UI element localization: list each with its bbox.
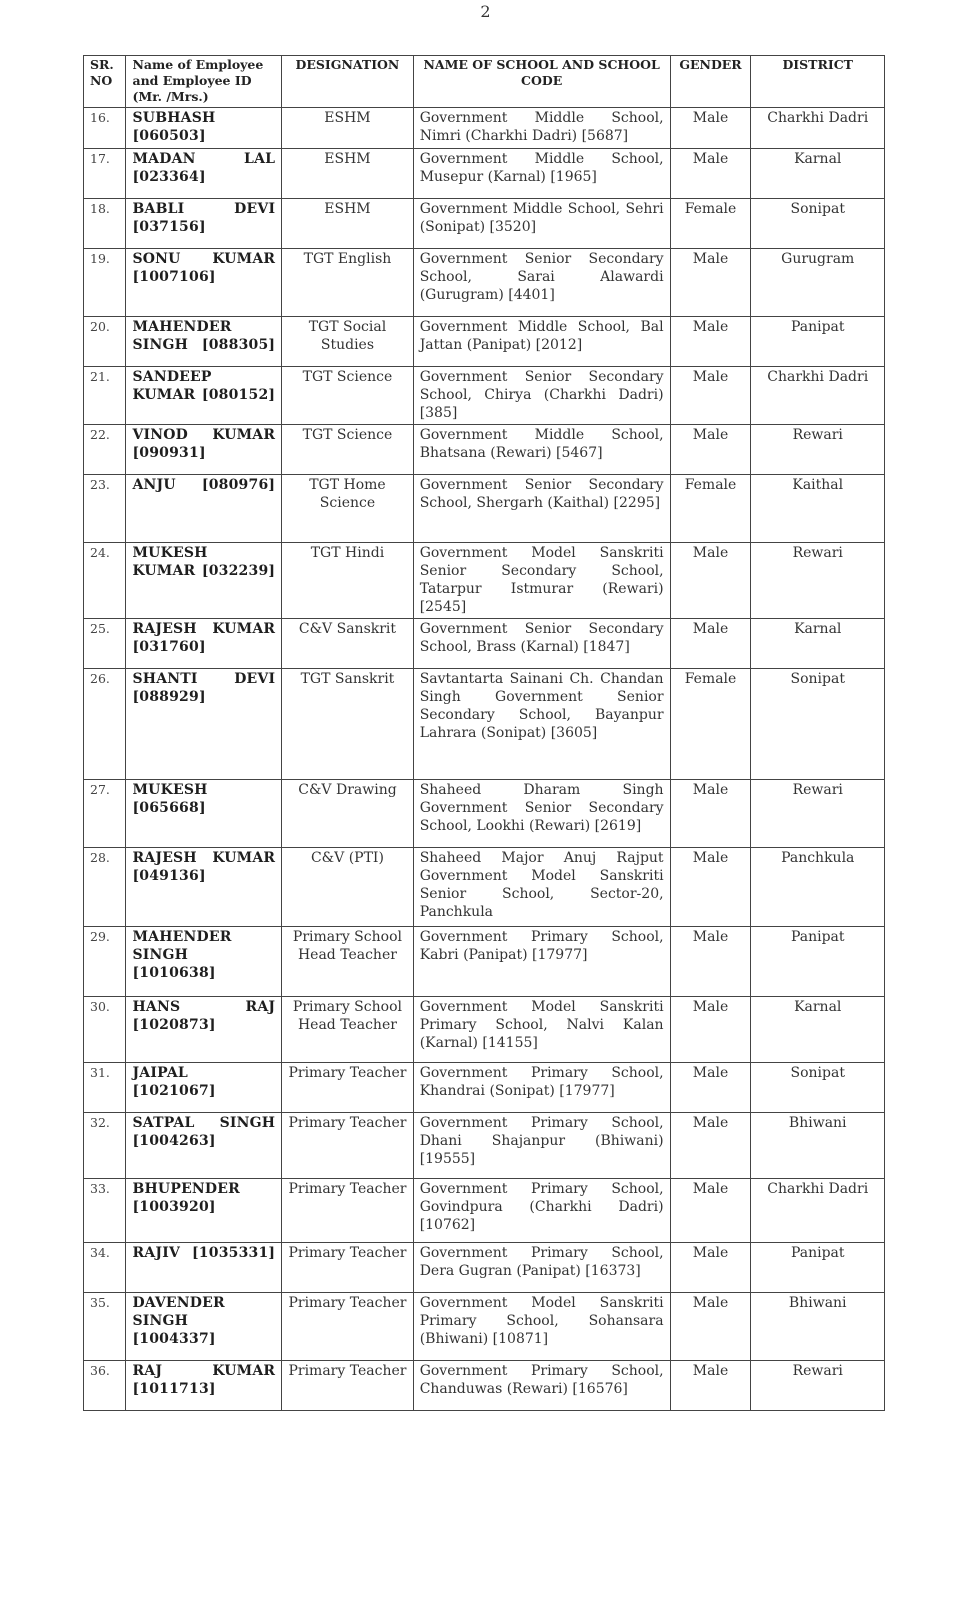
cell-school: Government Model Sanskriti Senior Secondary School, Tatarpur Istmurar (Rewari) [2545] (413, 543, 670, 619)
cell-gender: Male (670, 780, 751, 848)
cell-employee-name: RAJ KUMAR [1011713] (126, 1361, 282, 1411)
cell-gender: Male (670, 1293, 751, 1361)
table-row (84, 619, 885, 669)
cell-designation: C&V Drawing (282, 780, 413, 848)
cell-sr-no: 27. (84, 780, 126, 848)
cell-school: Government Senior Secondary School, Brass (Karnal) [1847] (413, 619, 670, 669)
cell-designation: TGT Hindi (282, 543, 413, 619)
cell-sr-no: 28. (84, 848, 126, 927)
table-row (84, 317, 885, 367)
table-row (84, 543, 885, 619)
cell-school: Government Primary School, Dhani Shajanpur (Bhiwani) [19555] (413, 1113, 670, 1179)
cell-district: Panipat (751, 1243, 885, 1293)
table-row (84, 249, 885, 317)
cell-employee-name: ANJU [080976] (126, 475, 282, 543)
cell-employee-name: HANS RAJ [1020873] (126, 997, 282, 1063)
page-number: 2 (480, 2, 491, 21)
cell-gender: Male (670, 149, 751, 199)
cell-gender: Female (670, 475, 751, 543)
cell-employee-name: SONU KUMAR [1007106] (126, 249, 282, 317)
cell-district: Charkhi Dadri (751, 108, 885, 149)
cell-school: Government Middle School, Nimri (Charkhi Dadri) [5687] (413, 108, 670, 149)
cell-district: Rewari (751, 1361, 885, 1411)
cell-employee-name: DAVENDER SINGH [1004337] (126, 1293, 282, 1361)
cell-employee-name: VINOD KUMAR [090931] (126, 425, 282, 475)
cell-designation: Primary Teacher (282, 1243, 413, 1293)
table-row (84, 149, 885, 199)
table-body (84, 108, 885, 1411)
cell-school: Government Middle School, Sehri (Sonipat) [3520] (413, 199, 670, 249)
cell-school: Government Primary School, Chanduwas (Rewari) [16576] (413, 1361, 670, 1411)
header-sr-no: SR. NO (84, 56, 126, 108)
cell-designation: TGT Science (282, 367, 413, 425)
cell-designation: Primary Teacher (282, 1361, 413, 1411)
cell-designation: TGT English (282, 249, 413, 317)
cell-sr-no: 19. (84, 249, 126, 317)
header-name: Name of Employee and Employee ID (Mr. /Mrs.) (126, 56, 282, 108)
cell-school: Government Primary School, Khandrai (Sonipat) [17977] (413, 1063, 670, 1113)
header-school: NAME OF SCHOOL AND SCHOOL CODE (413, 56, 670, 108)
cell-school: Savtantarta Sainani Ch. Chandan Singh Government Senior Secondary School, Bayanpur Lahrara (Sonipat) [3605] (413, 669, 670, 780)
cell-district: Gurugram (751, 249, 885, 317)
cell-school: Government Senior Secondary School, Shergarh (Kaithal) [2295] (413, 475, 670, 543)
header-designation: DESIGNATION (282, 56, 413, 108)
cell-sr-no: 34. (84, 1243, 126, 1293)
cell-employee-name: SHANTI DEVI [088929] (126, 669, 282, 780)
cell-school: Government Primary School, Kabri (Panipat) [17977] (413, 927, 670, 997)
cell-gender: Male (670, 1361, 751, 1411)
cell-gender: Female (670, 669, 751, 780)
cell-district: Sonipat (751, 1063, 885, 1113)
cell-sr-no: 17. (84, 149, 126, 199)
cell-gender: Male (670, 619, 751, 669)
cell-district: Rewari (751, 780, 885, 848)
cell-sr-no: 16. (84, 108, 126, 149)
cell-district: Karnal (751, 149, 885, 199)
cell-sr-no: 22. (84, 425, 126, 475)
cell-district: Panchkula (751, 848, 885, 927)
cell-designation: ESHM (282, 149, 413, 199)
table-row (84, 367, 885, 425)
cell-designation: C&V (PTI) (282, 848, 413, 927)
cell-district: Charkhi Dadri (751, 1179, 885, 1243)
cell-designation: C&V Sanskrit (282, 619, 413, 669)
cell-district: Panipat (751, 927, 885, 997)
cell-district: Sonipat (751, 669, 885, 780)
table-row (84, 780, 885, 848)
cell-designation: Primary Teacher (282, 1063, 413, 1113)
cell-school: Government Model Sanskriti Primary School, Nalvi Kalan (Karnal) [14155] (413, 997, 670, 1063)
cell-district: Karnal (751, 997, 885, 1063)
cell-employee-name: BABLI DEVI [037156] (126, 199, 282, 249)
cell-sr-no: 31. (84, 1063, 126, 1113)
table-row (84, 1361, 885, 1411)
cell-district: Panipat (751, 317, 885, 367)
cell-gender: Male (670, 997, 751, 1063)
cell-gender: Male (670, 1243, 751, 1293)
cell-designation: ESHM (282, 199, 413, 249)
cell-school: Government Middle School, Bhatsana (Rewari) [5467] (413, 425, 670, 475)
header-gender: GENDER (670, 56, 751, 108)
cell-district: Bhiwani (751, 1293, 885, 1361)
cell-sr-no: 32. (84, 1113, 126, 1179)
cell-sr-no: 26. (84, 669, 126, 780)
table-row (84, 1063, 885, 1113)
cell-employee-name: MAHENDER SINGH [088305] (126, 317, 282, 367)
cell-employee-name: JAIPAL [1021067] (126, 1063, 282, 1113)
cell-designation: Primary School Head Teacher (282, 997, 413, 1063)
cell-school: Government Middle School, Bal Jattan (Panipat) [2012] (413, 317, 670, 367)
table-row (84, 425, 885, 475)
table-header-row (84, 56, 885, 108)
cell-employee-name: MUKESH KUMAR [032239] (126, 543, 282, 619)
cell-school: Government Primary School, Dera Gugran (Panipat) [16373] (413, 1243, 670, 1293)
cell-designation: TGT Home Science (282, 475, 413, 543)
cell-employee-name: MAHENDER SINGH [1010638] (126, 927, 282, 997)
cell-district: Sonipat (751, 199, 885, 249)
employee-transfer-table (83, 55, 885, 1411)
cell-gender: Male (670, 927, 751, 997)
cell-designation: Primary Teacher (282, 1293, 413, 1361)
cell-gender: Male (670, 1179, 751, 1243)
cell-gender: Male (670, 848, 751, 927)
table-row (84, 848, 885, 927)
cell-designation: ESHM (282, 108, 413, 149)
cell-employee-name: RAJESH KUMAR [031760] (126, 619, 282, 669)
cell-district: Kaithal (751, 475, 885, 543)
cell-sr-no: 29. (84, 927, 126, 997)
cell-sr-no: 36. (84, 1361, 126, 1411)
cell-gender: Male (670, 367, 751, 425)
cell-school: Government Model Sanskriti Primary School, Sohansara (Bhiwani) [10871] (413, 1293, 670, 1361)
table-row (84, 199, 885, 249)
table-row (84, 475, 885, 543)
cell-designation: Primary Teacher (282, 1179, 413, 1243)
cell-gender: Male (670, 1063, 751, 1113)
cell-school: Government Primary School, Govindpura (Charkhi Dadri) [10762] (413, 1179, 670, 1243)
cell-gender: Male (670, 108, 751, 149)
cell-employee-name: SUBHASH [060503] (126, 108, 282, 149)
cell-employee-name: RAJESH KUMAR [049136] (126, 848, 282, 927)
cell-gender: Female (670, 199, 751, 249)
table-row (84, 1113, 885, 1179)
cell-designation: TGT Sanskrit (282, 669, 413, 780)
cell-school: Shaheed Dharam Singh Government Senior Secondary School, Lookhi (Rewari) [2619] (413, 780, 670, 848)
header-district: DISTRICT (751, 56, 885, 108)
cell-school: Shaheed Major Anuj Rajput Government Model Sanskriti Senior School, Sector-20, Panchkula (413, 848, 670, 927)
table-row (84, 1293, 885, 1361)
cell-gender: Male (670, 425, 751, 475)
cell-gender: Male (670, 1113, 751, 1179)
cell-district: Rewari (751, 425, 885, 475)
cell-gender: Male (670, 543, 751, 619)
cell-employee-name: SANDEEP KUMAR [080152] (126, 367, 282, 425)
cell-employee-name: MUKESH [065668] (126, 780, 282, 848)
cell-district: Karnal (751, 619, 885, 669)
cell-designation: Primary Teacher (282, 1113, 413, 1179)
table-row (84, 997, 885, 1063)
cell-sr-no: 23. (84, 475, 126, 543)
cell-designation: TGT Social Studies (282, 317, 413, 367)
cell-district: Rewari (751, 543, 885, 619)
cell-school: Government Senior Secondary School, Chirya (Charkhi Dadri) [385] (413, 367, 670, 425)
table-row (84, 1179, 885, 1243)
cell-designation: Primary School Head Teacher (282, 927, 413, 997)
cell-employee-name: BHUPENDER [1003920] (126, 1179, 282, 1243)
table-row (84, 108, 885, 149)
table-row (84, 1243, 885, 1293)
cell-employee-name: RAJIV [1035331] (126, 1243, 282, 1293)
cell-sr-no: 33. (84, 1179, 126, 1243)
cell-sr-no: 35. (84, 1293, 126, 1361)
table-row (84, 927, 885, 997)
cell-sr-no: 18. (84, 199, 126, 249)
cell-designation: TGT Science (282, 425, 413, 475)
cell-district: Charkhi Dadri (751, 367, 885, 425)
cell-gender: Male (670, 317, 751, 367)
cell-gender: Male (670, 249, 751, 317)
table-row (84, 669, 885, 780)
cell-employee-name: MADAN LAL [023364] (126, 149, 282, 199)
cell-employee-name: SATPAL SINGH [1004263] (126, 1113, 282, 1179)
cell-school: Government Senior Secondary School, Sarai Alawardi (Gurugram) [4401] (413, 249, 670, 317)
cell-district: Bhiwani (751, 1113, 885, 1179)
cell-school: Government Middle School, Musepur (Karnal) [1965] (413, 149, 670, 199)
cell-sr-no: 25. (84, 619, 126, 669)
cell-sr-no: 24. (84, 543, 126, 619)
cell-sr-no: 21. (84, 367, 126, 425)
cell-sr-no: 30. (84, 997, 126, 1063)
cell-sr-no: 20. (84, 317, 126, 367)
